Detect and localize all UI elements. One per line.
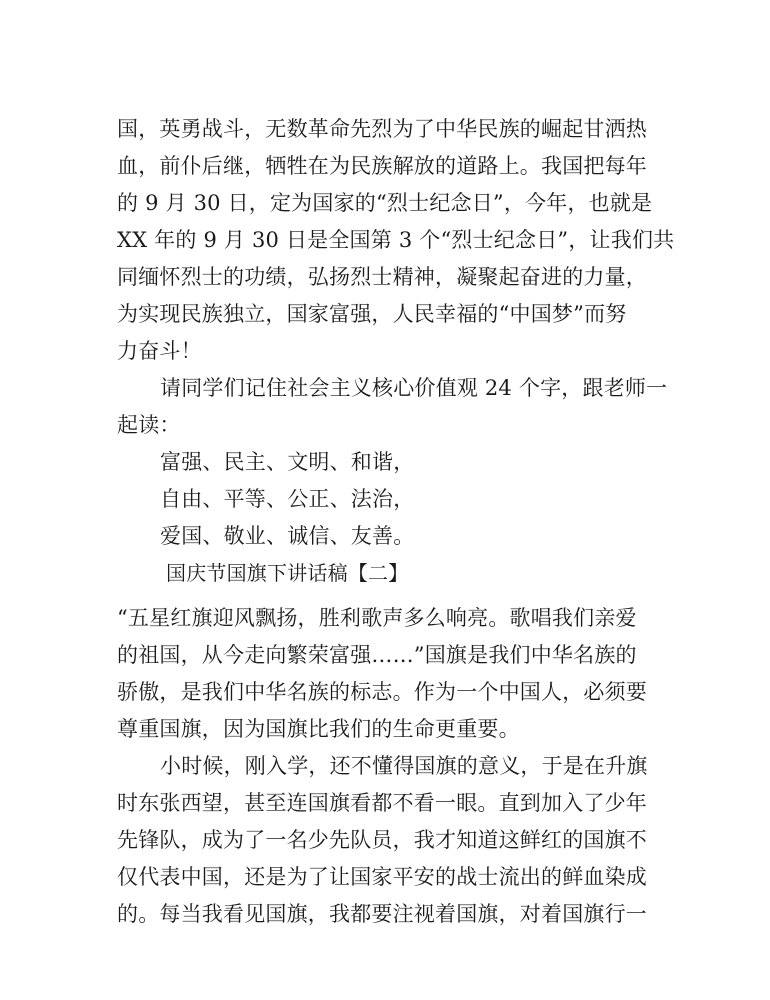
section-title: 国庆节国旗下讲话稿【二】: [166, 561, 409, 585]
paragraph-line: 尊重国旗，因为国旗比我们的生命更重要。: [117, 717, 520, 741]
paragraph-line: 起读：: [117, 413, 181, 437]
paragraph-line: “五星红旗迎风飘扬，胜利歌声多么响亮。歌唱我们亲爱: [117, 606, 637, 630]
paragraph-line: 仅代表中国，还是为了让国家平安的战士流出的鲜血染成: [117, 865, 647, 889]
paragraph-line: 时东张西望，甚至连国旗看都不看一眼。直到加入了少年: [117, 791, 647, 815]
core-values-line: 爱国、敬业、诚信、友善。: [160, 524, 415, 548]
paragraph-line: 血，前仆后继，牺牲在为民族解放的道路上。我国把每年: [117, 154, 647, 178]
paragraph-line: 力奋斗！: [117, 339, 202, 363]
paragraph-line: 小时候，刚入学，还不懂得国旗的意义，于是在升旗: [160, 754, 648, 778]
paragraph-line: 骄傲，是我们中华名族的标志。作为一个中国人，必须要: [117, 680, 647, 704]
paragraph-line: 的。每当我看见国旗，我都要注视着国旗，对着国旗行一: [117, 902, 647, 926]
paragraph-line: XX 年的 9 月 30 日是全国第 3 个“烈士纪念日”，让我们共: [117, 228, 675, 252]
paragraph-line: 国，英勇战斗，无数革命先烈为了中华民族的崛起甘洒热: [117, 117, 647, 141]
paragraph-line: 为实现民族独立，国家富强，人民幸福的“中国梦”而努: [117, 302, 627, 326]
paragraph-line: 先锋队，成为了一名少先队员，我才知道这鲜红的国旗不: [117, 828, 647, 852]
paragraph-line: 同缅怀烈士的功绩，弘扬烈士精神，凝聚起奋进的力量，: [117, 265, 647, 289]
core-values-line: 富强、民主、文明、和谐，: [160, 450, 415, 474]
paragraph-line: 的 9 月 30 日，定为国家的“烈士纪念日”，今年，也就是: [117, 191, 653, 215]
paragraph-line: 请同学们记住社会主义核心价值观 24 个字，跟老师一: [160, 376, 668, 400]
paragraph-line: 的祖国，从今走向繁荣富强……”国旗是我们中华名族的: [117, 643, 637, 667]
core-values-line: 自由、平等、公正、法治，: [160, 487, 415, 511]
